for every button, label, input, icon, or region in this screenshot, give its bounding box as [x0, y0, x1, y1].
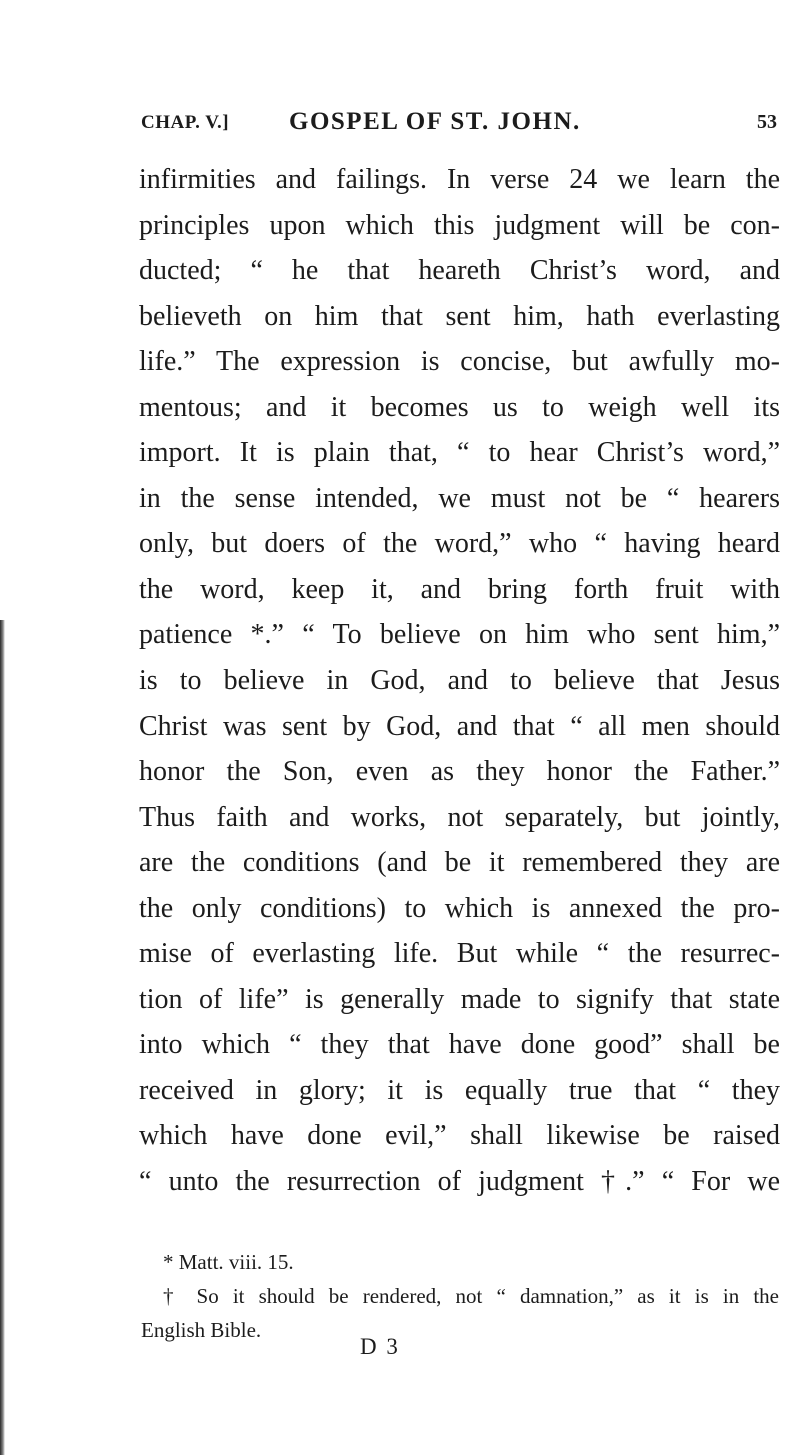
footnotes	[141, 1245, 779, 1347]
text-line: is to believe in God, and to believe that Jesus	[139, 665, 780, 697]
text-line: into which “ they that have done good” shall be	[139, 1029, 780, 1061]
text-line: Thus faith and works, not separately, but jointly,	[139, 801, 780, 833]
text-line: which have done evil,” shall likewise be raised	[139, 1120, 780, 1152]
page-number: 53	[757, 111, 777, 133]
text-line: “ unto the resurrection of judgment †.” “ For we	[139, 1166, 780, 1198]
running-header	[141, 108, 777, 142]
body-text	[139, 157, 780, 1205]
footnote-matthew: * Matt. viii. 15.	[163, 1250, 294, 1274]
footnote-damnation-line-1: † So it should be rendered, not “ damnation,” as it is in the	[163, 1284, 779, 1308]
text-line: infirmities and failings. In verse 24 we learn the	[139, 164, 780, 195]
text-line: believeth on him that sent him, hath everlasting	[139, 300, 780, 332]
text-line: honor the Son, even as they honor the Father.”	[139, 756, 780, 788]
page-edge-shadow	[0, 620, 5, 1455]
text-line: Christ was sent by God, and that “ all men should	[139, 710, 780, 742]
text-line: ducted; “ he that heareth Christ’s word, and	[139, 255, 780, 287]
signature-mark: D 3	[360, 1334, 400, 1359]
footnote-damnation-line-2: English Bible.	[141, 1318, 262, 1342]
text-line: import. It is plain that, “ to hear Christ’s word,”	[139, 437, 780, 469]
text-line: the only conditions) to which is annexed the pro-	[139, 892, 780, 924]
text-line: the word, keep it, and bring forth fruit with	[139, 573, 780, 605]
text-line: tion of life” is generally made to signify that state	[139, 983, 780, 1015]
text-line: life.” The expression is concise, but awfully mo-	[139, 346, 780, 378]
text-line: mise of everlasting life. But while “ the resurrec-	[139, 938, 780, 970]
chapter-label: CHAP. V.]	[141, 112, 230, 133]
text-line: patience *.” “ To believe on him who sent him,”	[139, 619, 780, 651]
text-line: only, but doers of the word,” who “ having heard	[139, 528, 780, 560]
text-line: mentous; and it becomes us to weigh well its	[139, 391, 780, 423]
text-line: received in glory; it is equally true that “ they	[139, 1074, 780, 1106]
text-line: principles upon which this judgment will be con-	[139, 209, 780, 241]
text-line: in the sense intended, we must not be “ hearers	[139, 482, 780, 514]
text-line: are the conditions (and be it remembered they are	[139, 847, 780, 879]
running-title: GOSPEL OF ST. JOHN.	[289, 108, 581, 135]
